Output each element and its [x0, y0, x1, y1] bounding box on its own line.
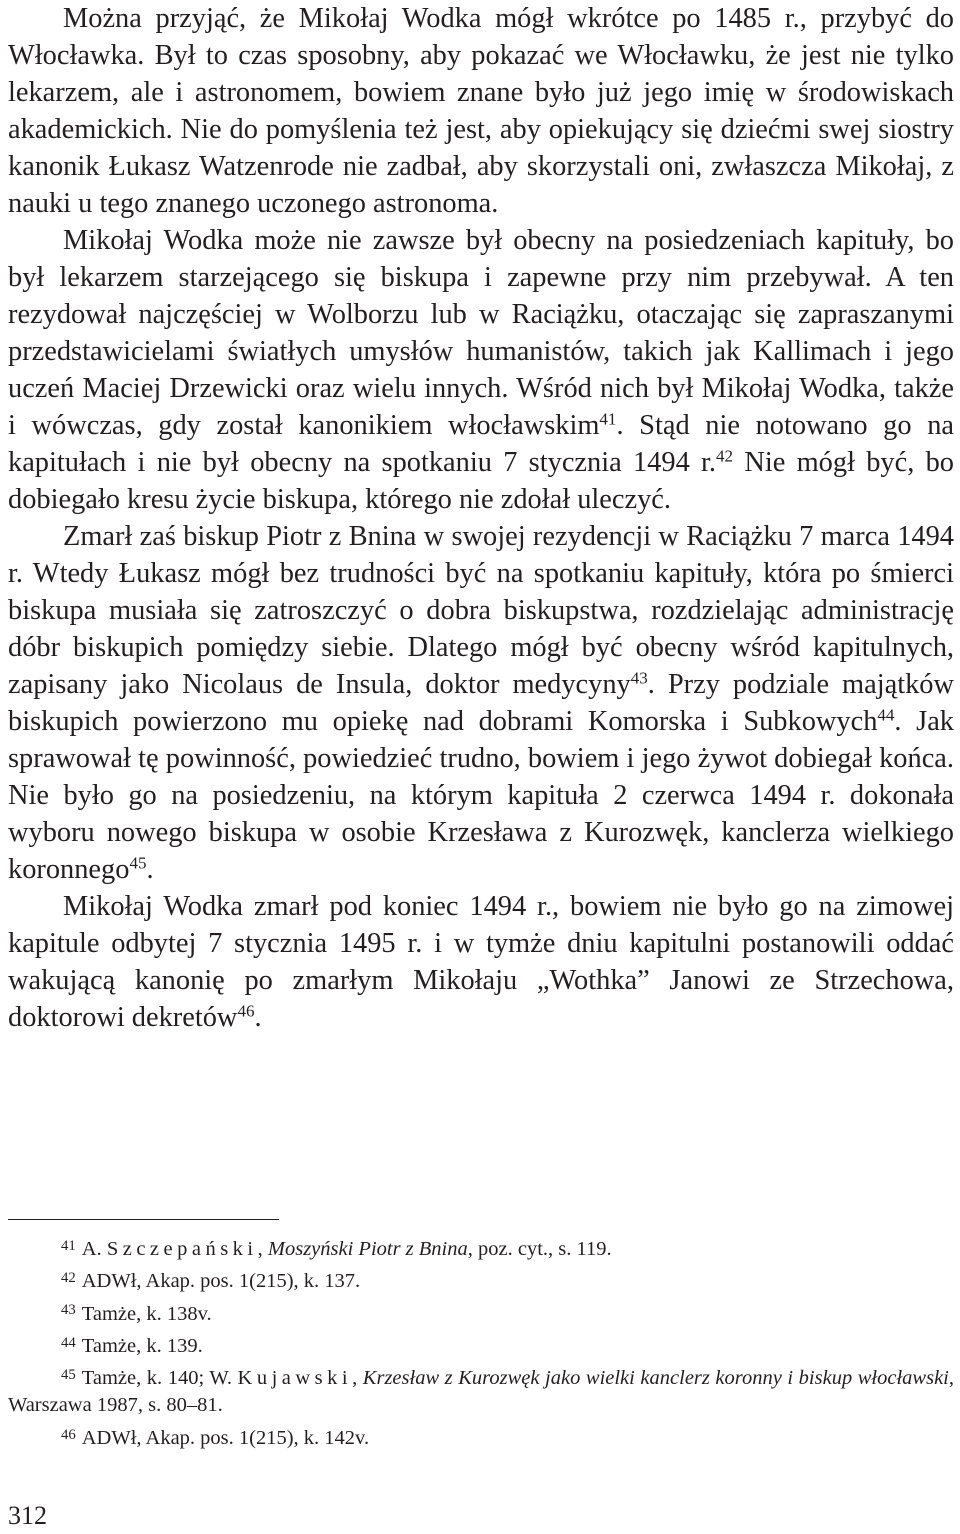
footnote-number: 46 [61, 1426, 76, 1443]
footnote-41 [8, 1236, 954, 1263]
paragraph-2-text-c: Nie mógł być, bo dobiegało kresu życie biskupa, którego nie zdołał uleczyć. [8, 447, 954, 515]
footnote-ref-41[interactable]: 41 [599, 409, 617, 429]
footnote-43 [8, 1301, 954, 1328]
footnote-text: ADWł, Akap. pos. 1(215), k. 137. [81, 1270, 361, 1293]
footnote-text: , Warszawa 1987, s. 80–81. [8, 1367, 954, 1417]
footnote-author: Kujawski [237, 1367, 353, 1390]
footnote-text: A. [81, 1238, 107, 1260]
footnote-text: Tamże, k. 139. [81, 1334, 203, 1357]
paragraph-4-text-b: . [254, 1002, 262, 1033]
paragraph-4-text-a: Mikołaj Wodka zmarł pod koniec 1494 r., bowiem nie było go na zimowej kapitule odbytej 7 stycznia 1495 r. i w tymże dniu kapitulni postanowili oddać wakującą kanonię po zmarłym Mikołaju „Wothka” Janowi ze Strzechowa, doktorowi dekretów [8, 891, 954, 1033]
footnote-ref-45[interactable]: 45 [129, 853, 147, 873]
paragraph-3-text-c: . Jak sprawował tę powinność, powiedzieć trudno, bowiem i jego żywot dobiegał końca. Nie było go na posiedzeniu, na którym kapituła 2 czerwca 1494 r. dokonała wyboru nowego biskupa w osobie Krzesława z Kurozwęk, kanclerza wielkiego koronnego [8, 706, 954, 885]
footnote-ref-44[interactable]: 44 [877, 705, 895, 725]
footnote-number: 45 [61, 1367, 76, 1384]
page-number: 312 [8, 1501, 47, 1530]
main-text [8, 0, 954, 1036]
paragraph-2-text-b: . Stąd nie notowano go na kapitułach i nie był obecny na spotkaniu 7 stycznia 1494 r. [8, 410, 954, 478]
footnote-number: 43 [61, 1302, 76, 1319]
footnote-number: 44 [61, 1334, 76, 1351]
paragraph-4 [8, 888, 954, 1036]
footnotes [8, 1236, 954, 1457]
footnote-text: , [257, 1238, 268, 1260]
footnote-separator [8, 1219, 279, 1220]
paragraph-1 [8, 0, 954, 222]
paragraph-2 [8, 222, 954, 518]
paragraph-3-text-a: Zmarł zaś biskup Piotr z Bnina w swojej rezydencji w Raciążku 7 marca 1494 r. Wtedy Łukasz mógł bez trudności być na spotkaniu kapituły, która po śmierci biskupa musiała się zatroszczyć o dobra biskupstwa, rozdzielając administrację dóbr biskupich pomiędzy siebie. Dlatego mógł być obecny wśród kapitulnych, zapisany jako Nicolaus de Insula, doktor medycyny [8, 521, 954, 700]
footnote-text: , poz. cyt., s. 119. [467, 1238, 612, 1260]
footnote-text: , [352, 1367, 363, 1390]
footnote-author: Szczepański [106, 1238, 258, 1260]
footnote-ref-43[interactable]: 43 [630, 668, 648, 688]
footnote-ref-46[interactable]: 46 [237, 1001, 255, 1021]
paragraph-3 [8, 518, 954, 888]
paragraph-1-text: Można przyjąć, że Mikołaj Wodka mógł wkrótce po 1485 r., przybyć do Włocławka. Był to czas sposobny, aby pokazać we Włocławku, że jest nie tylko lekarzem, ale i astronomem, bowiem znane było już jego imię w środowiskach akademickich. Nie do pomyślenia też jest, aby opiekujący się dziećmi swej siostry kanonik Łukasz Watzenrode nie zadbał, aby skorzystali oni, zwłaszcza Mikołaj, z nauki u tego znanego uczonego astronoma. [8, 3, 954, 219]
footnote-44 [8, 1333, 954, 1360]
footnote-ref-42[interactable]: 42 [716, 446, 734, 466]
footnote-46 [8, 1425, 954, 1452]
footnote-text: Tamże, k. 138v. [81, 1302, 212, 1325]
footnote-text: Tamże, k. 140; W. [81, 1367, 238, 1390]
footnote-text: ADWł, Akap. pos. 1(215), k. 142v. [81, 1426, 370, 1449]
paragraph-3-text-b: . Przy podziale majątków biskupich powierzono mu opiekę nad dobrami Komorska i Subkowych [8, 669, 954, 737]
footnote-number: 42 [61, 1270, 76, 1287]
footnote-number: 41 [61, 1237, 76, 1254]
footnote-title: Moszyński Piotr z Bnina [267, 1238, 468, 1260]
footnote-title: Krzesław z Kurozwęk jako wielki kanclerz koronny i biskup włocławski [362, 1367, 949, 1390]
footnote-45 [8, 1365, 954, 1420]
paragraph-2-text-a: Mikołaj Wodka może nie zawsze był obecny na posiedzeniach kapituły, bo był lekarzem starzejącego się biskupa i zapewne przy nim przebywał. A ten rezydował najczęściej w Wolborzu lub w Raciążku, otaczając się zapraszanymi przedstawicielami światłych umysłów humanistów, takich jak Kallimach i jego uczeń Maciej Drzewicki oraz wielu innych. Wśród nich był Mikołaj Wodka, także i wówczas, gdy został kanonikiem włocławskim [8, 225, 954, 441]
footnote-42 [8, 1268, 954, 1295]
page [8, 0, 954, 1530]
paragraph-3-text-d: . [146, 854, 154, 885]
